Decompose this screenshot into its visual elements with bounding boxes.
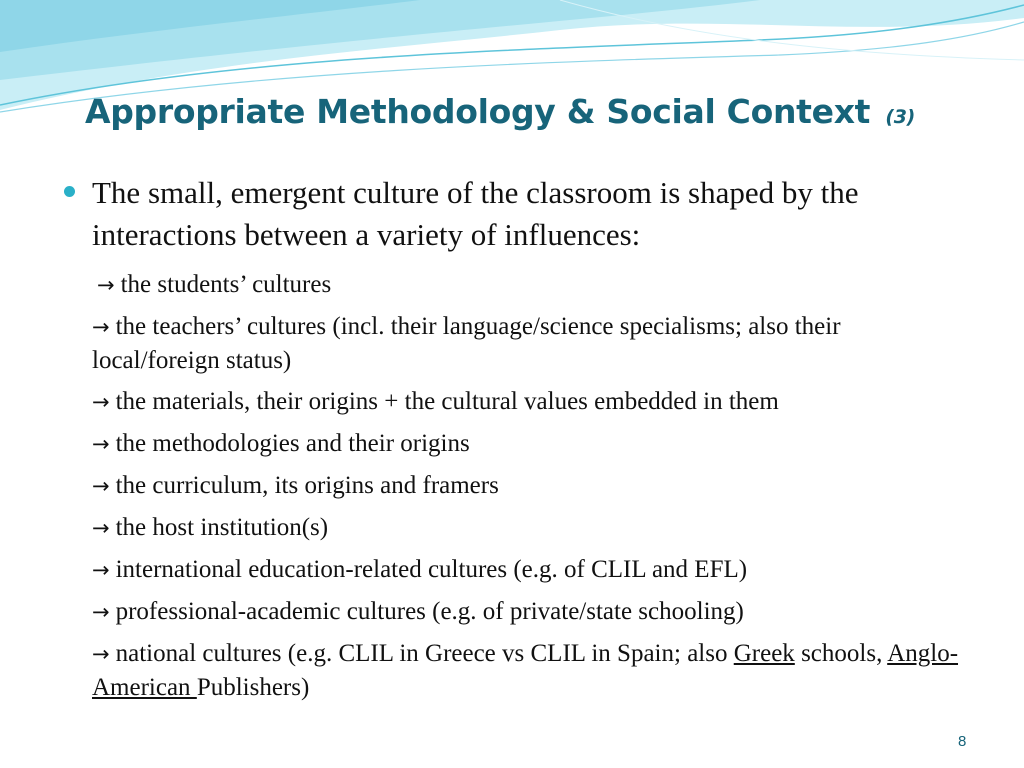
influence-text: international education-related cultures (e.g. of CLIL and EFL) [115, 556, 748, 583]
influence-item [92, 469, 960, 503]
influence-item [92, 310, 960, 377]
influence-text: schools, [794, 640, 888, 667]
slide-number: 8 [958, 733, 967, 750]
influence-text: Publishers) [196, 674, 310, 701]
underlined-anglo-american: Anglo-American [92, 640, 959, 701]
arrow-icon: → [92, 474, 110, 498]
influence-text: the materials, their origins + the cultural values embedded in them [115, 388, 779, 415]
influence-text: the curriculum, its origins and framers [115, 472, 499, 499]
influence-item [92, 427, 960, 461]
slide-title-number: (3) [885, 106, 916, 128]
main-bullet-text: The small, emergent culture of the classroom is shaped by the interactions between a variety of influences: [92, 175, 859, 252]
influence-text: the teachers’ cultures (incl. their language/science specialisms; also their local/foreign status) [92, 313, 841, 374]
slide-title-text: Appropriate Methodology & Social Context [85, 92, 871, 131]
influence-item [92, 268, 960, 302]
influence-item [92, 385, 960, 419]
arrow-icon: → [97, 273, 115, 297]
influence-text: the students’ cultures [120, 271, 332, 298]
influence-text: the host institution(s) [115, 514, 329, 541]
slide-content [60, 172, 960, 712]
influence-item-national [92, 637, 960, 704]
arrow-icon: → [92, 558, 110, 582]
slide-title [85, 92, 985, 131]
arrow-icon: → [92, 432, 110, 456]
influence-text: professional-academic cultures (e.g. of private/state schooling) [115, 598, 744, 625]
arrow-icon: → [92, 600, 110, 624]
underlined-greek: Greek [733, 640, 795, 667]
influence-item [92, 595, 960, 629]
influences-list [60, 268, 960, 704]
influence-text: national cultures (e.g. CLIL in Greece vs CLIL in Spain; also [115, 640, 734, 667]
bullet-dot-icon [64, 186, 75, 197]
influence-text: the methodologies and their origins [115, 430, 470, 457]
influence-item [92, 511, 960, 545]
arrow-icon: → [92, 642, 110, 666]
arrow-icon: → [92, 315, 110, 339]
influence-item [92, 553, 960, 587]
arrow-icon: → [92, 390, 110, 414]
arrow-icon: → [92, 516, 110, 540]
main-bullet [60, 172, 960, 256]
